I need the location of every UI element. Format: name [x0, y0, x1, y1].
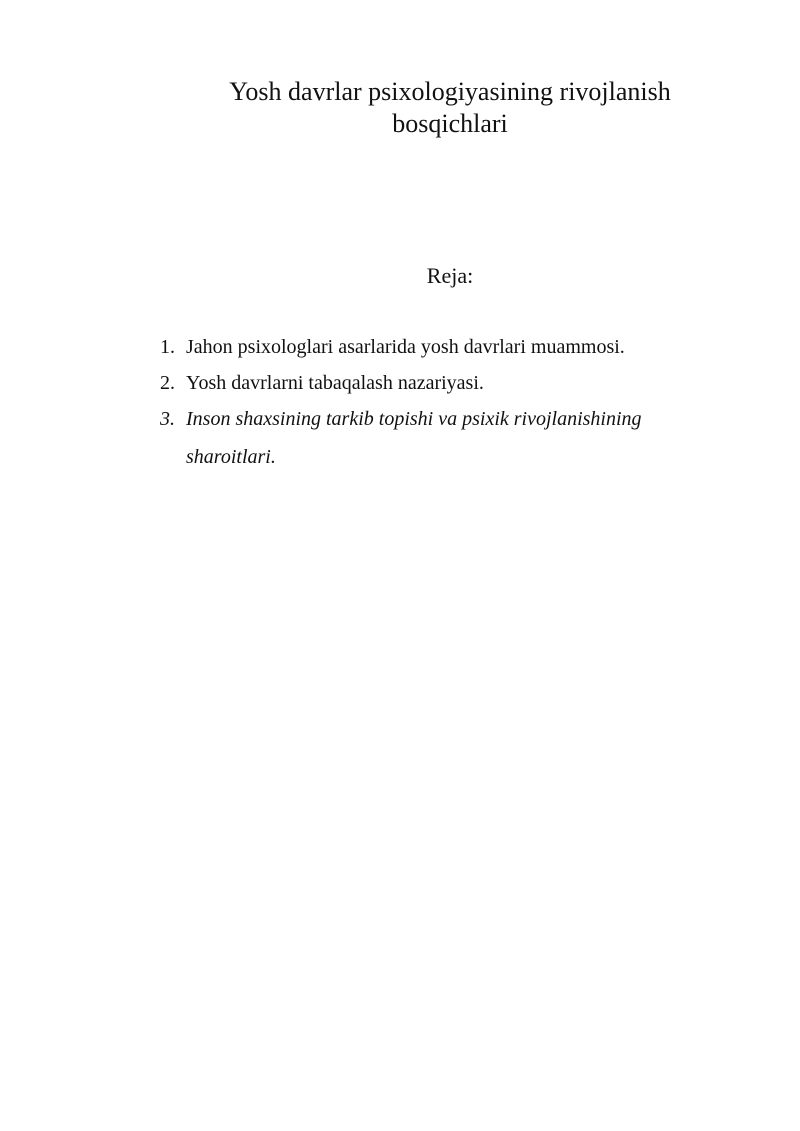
plan-list — [160, 334, 720, 486]
plan-item-1 — [160, 334, 720, 360]
plan-item-number: 1. — [160, 336, 175, 358]
plan-item-2 — [160, 370, 720, 396]
title-line-1: Yosh davrlar psixologiyasining rivojlanish — [229, 77, 671, 106]
plan-item-number: 3. — [160, 408, 175, 430]
plan-item-number: 2. — [160, 372, 175, 394]
plan-item-3 — [160, 400, 720, 476]
plan-item-text: Inson shaxsining tarkib topishi va psixik rivojlanishining sharoitlari. — [186, 408, 642, 468]
plan-item-text: Jahon psixologlari asarlarida yosh davrlari muammosi. — [186, 336, 625, 358]
title-line-2: bosqichlari — [392, 109, 508, 138]
document-title — [150, 76, 750, 140]
plan-heading: Reja: — [426, 263, 474, 288]
plan-item-text: Yosh davrlarni tabaqalash nazariyasi. — [186, 372, 484, 394]
